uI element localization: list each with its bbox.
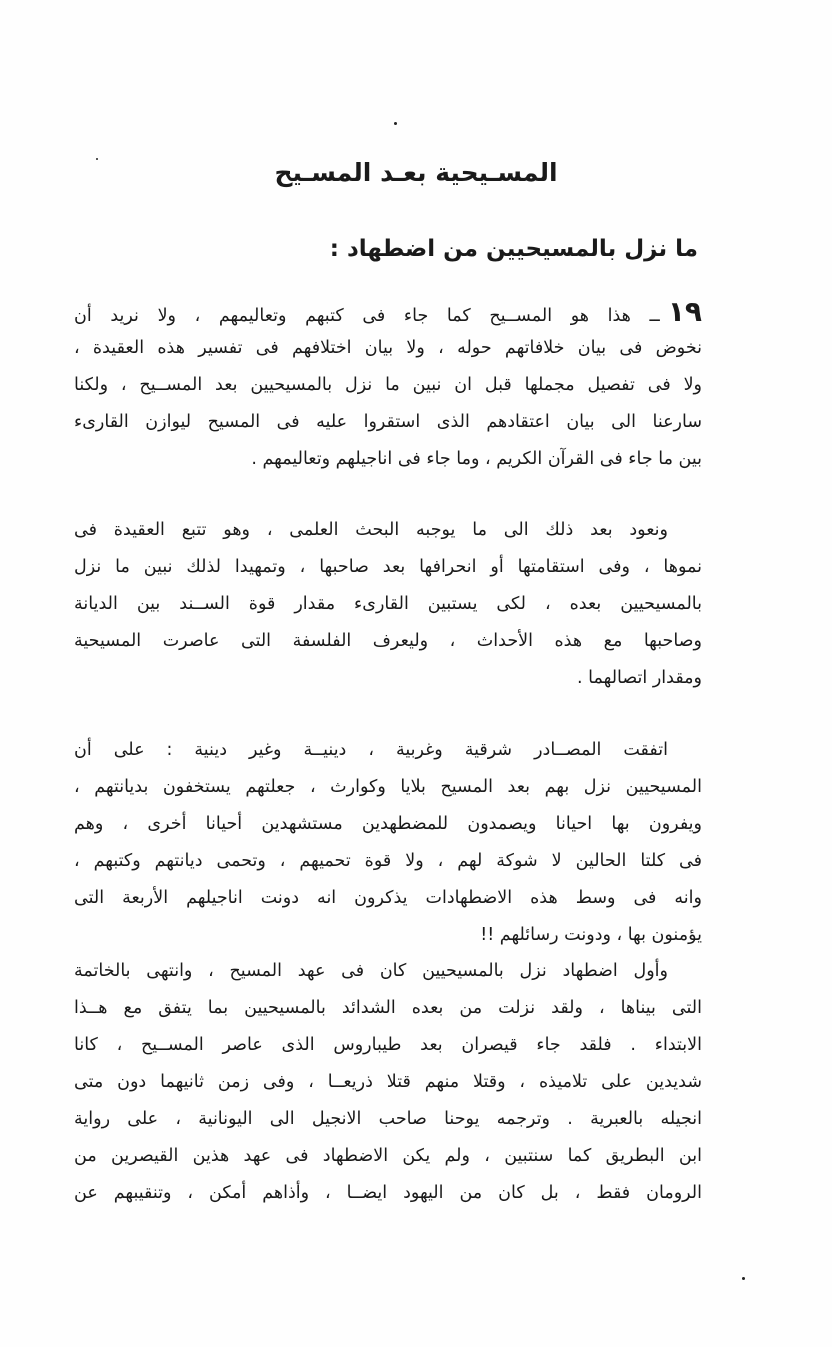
text-line: وأول اضطهاد نزل بالمسيحيين كان فى عهد المسيح ، وانتهى بالخاتمة	[74, 961, 668, 981]
text-line: ابن البطريق كما سنتبين ، ولم يكن الاضطهاد فى عهد هذين القيصرين من	[74, 1146, 702, 1166]
text-line: المسيحيين نزل بهم بعد المسيح بلايا وكوارث ، جعلتهم يستخفون بديانتهم ،	[74, 777, 702, 797]
text-line: يؤمنون بها ، ودونت رسائلهم !!	[480, 925, 702, 945]
text-line: نخوض فى بيان خلافاتهم حوله ، ولا بيان اختلافهم فى تفسير هذه العقيدة ،	[74, 338, 702, 358]
paragraph	[74, 953, 702, 1212]
text-line	[74, 293, 702, 330]
text-line: ونعود بعد ذلك الى ما يوجبه البحث العلمى ، وهو تتبع العقيدة فى	[74, 520, 668, 540]
text-line: الابتداء . فلقد جاء قيصران بعد طيباروس الذى عاصر المســيح ، كانا	[74, 1035, 702, 1055]
text-line: انجيله بالعبرية . وترجمه يوحنا صاحب الانجيل الى اليونانية ، على رواية	[74, 1109, 702, 1129]
text-line-content: ــ هذا هو المســيح كما جاء فى كتبهم وتعاليمهم ، ولا نريد أن	[74, 306, 660, 326]
paragraph	[74, 512, 702, 697]
text-line: وصاحبها مع هذه الأحداث ، وليعرف الفلسفة التى عاصرت المسيحية	[74, 631, 702, 651]
text-line: الرومان فقط ، بل كان من اليهود ايضــا ، وأذاهم أمكن ، وتنقيبهم عن	[74, 1183, 702, 1203]
text-line: ولا فى تفصيل مجملها قبل ان نبين ما نزل بالمسيحيين بعد المســيح ، ولكنا	[74, 375, 702, 395]
paragraph-number: ١٩	[667, 295, 702, 328]
text-line: نموها ، وفى استقامتها أو انحرافها بعد صاحبها ، وتمهيدا لذلك نبين ما نزل	[74, 557, 702, 577]
text-line: بين ما جاء فى القرآن الكريم ، وما جاء فى اناجيلهم وتعاليمهم .	[251, 449, 702, 469]
scan-speck	[394, 122, 397, 125]
paragraph	[74, 732, 702, 954]
scan-speck	[742, 1277, 745, 1280]
paragraph	[74, 293, 702, 478]
text-line: ومقدار اتصالهما .	[577, 668, 702, 688]
text-line: سارعنا الى بيان اعتقادهم الذى استقروا عليه فى المسيح ليوازن القارىء	[74, 412, 702, 432]
text-line: وانه فى وسط هذه الاضطهادات يذكرون انه دونت اناجيلهم الأربعة التى	[74, 888, 702, 908]
text-line: فى كلتا الحالين لا شوكة لهم ، ولا قوة تحميهم ، وتحمى ديانتهم وكتبهم ،	[74, 851, 702, 871]
section-heading: ما نزل بالمسيحيين من اضطهاد :	[329, 236, 698, 262]
text-line: بالمسيحيين بعده ، لكى يستبين القارىء مقدار قوة الســند بين الديانة	[74, 594, 702, 614]
text-line: التى بيناها ، ولقد نزلت من بعده الشدائد بالمسيحيين بما يتفق مع هــذا	[74, 998, 702, 1018]
page-title: المسـيحية بعـد المسـيح	[274, 158, 558, 187]
text-line: اتفقت المصــادر شرقية وغربية ، دينيــة وغير دينية : على أن	[74, 740, 668, 760]
text-line: ويفرون بها احيانا ويصمدون للمضطهدين مستشهدين أحيانا أخرى ، وهم	[74, 814, 702, 834]
text-line: شديدين على تلاميذه ، وقتلا منهم قتلا ذريعــا ، وفى زمن ثانيهما دون متى	[74, 1072, 702, 1092]
